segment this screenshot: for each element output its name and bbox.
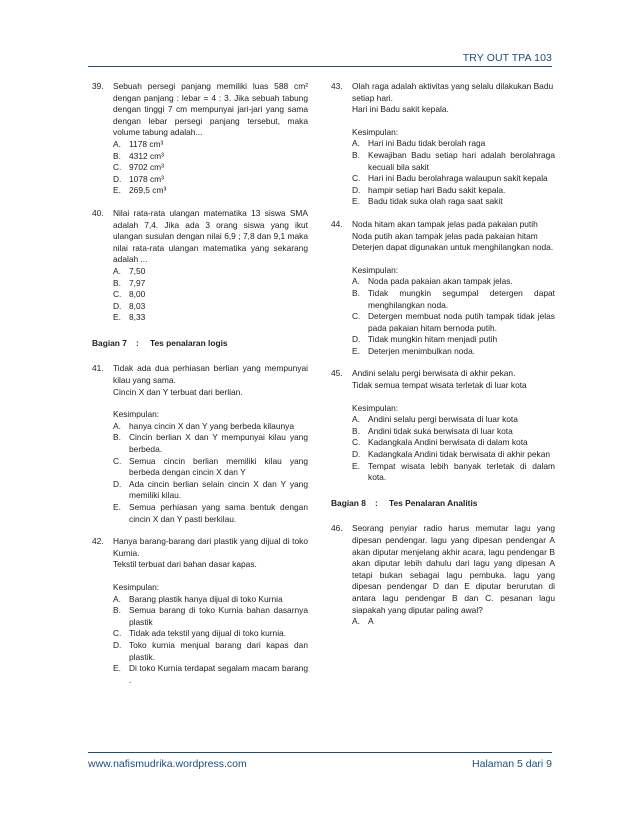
option-b: B. 4312 cm³ <box>113 150 164 161</box>
option-b: B. Semua barang di toko Kurnia bahan dasarnya plastik <box>113 605 308 627</box>
question-number: 43. <box>331 81 343 91</box>
option-c: C. Detergen membuat noda putih tampak tidak jelas pada pakaian hitam bernoda putih. <box>352 311 555 333</box>
premise-2: Noda putih akan tampak jelas pada pakaian hitam <box>352 230 538 241</box>
conclusion-label: Kesimpulan: <box>352 402 399 413</box>
option-a: A. Andini selalu pergi berwisata di luar kota <box>352 414 518 425</box>
option-e: E. 8,33 <box>113 312 146 323</box>
option-b: B. 7,97 <box>113 277 146 288</box>
question-number: 39. <box>92 81 104 91</box>
section-8-heading <box>331 498 555 510</box>
question-number: 41. <box>92 363 104 374</box>
question-number: 44. <box>331 218 343 229</box>
footer-divider <box>88 752 552 753</box>
option-d: D. Tidak mungkin hitam menjadi putih <box>352 334 498 345</box>
option-a: A. Hari ini Badu tidak berolah raga <box>352 138 486 149</box>
premise-3: Deterjen dapat digunakan untuk menghilangkan noda. <box>352 242 554 253</box>
conclusion-label: Kesimpulan: <box>113 581 160 592</box>
premise-1: Andini selalu pergi berwisata di akhir pekan. <box>352 368 516 379</box>
option-a: A. Barang plastik hanya dijual di toko Kurnia <box>113 593 283 604</box>
option-a: A. 7,50 <box>113 265 146 276</box>
option-c: C. Kadangkala Andini berwisata di dalam kota <box>352 437 528 448</box>
question-39 <box>92 81 308 197</box>
question-42 <box>92 536 308 686</box>
conclusion-label: Kesimpulan: <box>113 409 160 420</box>
option-b: B. Kewajiban Badu setiap hari adalah berolahraga kecuali bila sakit <box>352 149 555 172</box>
option-d: D. Toko kurnia menjual barang dari kapas dan plastik. <box>113 639 308 662</box>
option-e: E. 269,5 cm³ <box>113 185 167 196</box>
section-colon: : <box>375 497 378 508</box>
section-title: Tes Penalaran Analitis <box>389 497 478 508</box>
premise-2: Cincin X dan Y terbuat dari berlian. <box>113 386 243 397</box>
option-e: E. Semua perhiasan yang sama bentuk dengan cincin X dan Y pasti berkilau. <box>113 502 308 524</box>
question-40 <box>92 208 308 324</box>
premise-1: Noda hitam akan tampak jelas pada pakaian putih <box>352 218 538 229</box>
conclusion-label: Kesimpulan: <box>352 264 399 275</box>
option-b: B. Andini tidak suka berwisata di luar kota <box>352 425 513 436</box>
option-d: D. Kadangkala Andini tidak berwisata di akhir pekan <box>352 449 551 460</box>
question-44 <box>331 219 555 358</box>
option-c: C. Hari ini Badu berolahraga walaupun sakit kepala <box>352 173 548 184</box>
question-45 <box>331 368 555 483</box>
option-b: B. Tidak mungkin segumpal detergen dapat menghilangkan noda. <box>352 287 555 310</box>
question-43 <box>331 81 555 208</box>
header-title: TRY OUT TPA 103 <box>462 52 552 64</box>
question-41 <box>92 363 308 525</box>
question-number: 46. <box>331 523 343 534</box>
question-46 <box>331 523 555 627</box>
question-text: Nilai rata-rata ulangan matematika 13 siswa SMA adalah 7,4. Jika ada 3 orang siswa yang ikut ulangan susulan dengan nilai 6,9 ; 7,8 dan 9,1 maka nilai rata-rata ulangan matematika yang sekarang adalah ... <box>113 207 308 265</box>
option-a: A. A <box>352 616 374 627</box>
footer-page-number: Halaman 5 dari 9 <box>472 758 552 770</box>
option-a: A. Noda pada pakaian akan tampak jelas. <box>352 276 513 287</box>
premise-1: Hanya barang-barang dari plastik yang dijual di toko Kurnia. <box>113 536 308 558</box>
footer-website: www.nafismudrika.wordpress.com <box>88 758 247 770</box>
option-d: D. 1078 cm³ <box>113 173 164 184</box>
section-name: Bagian 7 <box>92 337 127 348</box>
section-colon: : <box>136 337 139 348</box>
question-number: 45. <box>331 368 343 379</box>
header-divider <box>88 66 552 67</box>
premise-1: Tidak ada dua perhiasan berlian yang mempunyai kilau yang sama. <box>113 363 308 386</box>
question-number: 40. <box>92 207 104 218</box>
option-d: D. hampir setiap hari Badu sakit kepala. <box>352 184 506 195</box>
premise-1: Olah raga adalah aktivitas yang selalu dilakukan Badu setiap hari. <box>352 81 554 103</box>
option-d: D. Ada cincin berlian selain cincin X dan Y yang memiliki kilau. <box>113 478 308 501</box>
option-d: D. 8,03 <box>113 300 146 311</box>
option-e: E. Deterjen menimbulkan noda. <box>352 345 476 356</box>
option-e: E. Badu tidak suka olah raga saat sakit <box>352 196 503 207</box>
conclusion-label: Kesimpulan: <box>352 126 399 137</box>
option-e: E. Tempat wisata lebih banyak terletak di dalam kota. <box>352 460 555 483</box>
section-title: Tes penalaran logis <box>150 337 228 348</box>
question-text: Sebuah persegi panjang memiliki luas 588 cm² dengan panjang : lebar = 4 : 3. Jika sebuah tabung dengan tinggi 7 cm mempunyai jari-jari yang sama dengan lebar persegi panjang tersebut, maka volume tabung adalah... <box>113 81 308 138</box>
premise-2: Tekstil terbuat dari bahan dasar kapas. <box>113 559 257 570</box>
option-a: A. hanya cincin X dan Y yang berbeda kilaunya <box>113 420 294 431</box>
option-b: B. Cincin berlian X dan Y mempunyai kilau yang berbeda. <box>113 432 308 455</box>
section-name: Bagian 8 <box>331 497 366 508</box>
right-column <box>331 81 555 639</box>
question-number: 42. <box>92 536 104 547</box>
option-c: C. 8,00 <box>113 289 146 300</box>
premise-2: Tidak semua tempat wisata terletak di luar kota <box>352 380 527 391</box>
option-c: C. Semua cincin berlian memiliki kilau yang berbeda dengan cincin X dan Y <box>113 455 308 478</box>
question-text: Seorang penyiar radio harus memutar lagu yang dipesan pendengar. lagu yang dipesan pendengar A akan diputar menjelang akhir acara, lagu pendengar B akan diputar lebih dahulu dari lagu yang dipesan A tetapi bukan sebagai lagu pembuka. lagu yang dipesan pendengar D dan E diputar berurutan di antara lagu pendengar B dan C. pesanan lagu siapakah yang diputar paling awal? <box>352 523 555 615</box>
option-e: E. Di toko Kurnia terdapat segalam macam barang . <box>113 663 308 685</box>
option-a: A. 1178 cm³ <box>113 138 164 149</box>
option-c: C. 9702 cm³ <box>113 162 164 173</box>
section-7-heading <box>92 338 308 350</box>
left-column <box>92 81 308 697</box>
premise-2: Hari ini Badu sakit kepala. <box>352 104 449 115</box>
option-c: C. Tidak ada tekstil yang dijual di toko kurnia. <box>113 628 287 639</box>
